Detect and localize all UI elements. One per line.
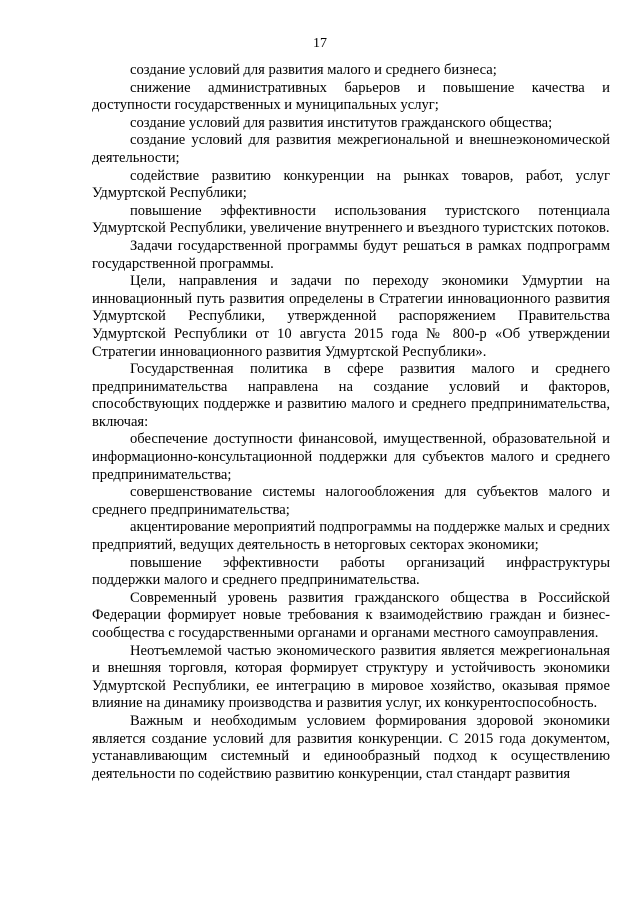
paragraph: совершенствование системы налогообложения для субъектов малого и среднего предпринимательства; bbox=[92, 484, 610, 518]
paragraph: Задачи государственной программы будут решаться в рамках подпрограмм государственной программы. bbox=[92, 237, 610, 272]
paragraph: Цели, направления и задачи по переходу экономики Удмуртии на инновационный путь развития определены в Стратегии инновационного развития Удмуртской Республики, утвержденной распоряжением Правительства Удмуртской Республики от 10 августа 2015 года № 800-р «Об утверждении Стратегии инновационного развития Удмуртской Республики». bbox=[92, 273, 610, 360]
paragraph: повышение эффективности использования туристского потенциала Удмуртской Республики, увеличение внутреннего и въездного туристских потоков. bbox=[92, 202, 610, 237]
paragraph: содействие развитию конкуренции на рынках товаров, работ, услуг Удмуртской Республики; bbox=[92, 167, 610, 202]
paragraph: Неотъемлемой частью экономического развития является межрегиональная и внешняя торговля, которая формирует структуру и устойчивость экономики Удмуртской Республики, ее интеграцию в мировое хозяйство, оказывая прямое влияние на динамику производства и развития услуг, их конкурентоспособность. bbox=[92, 642, 610, 712]
body-text bbox=[92, 62, 610, 783]
paragraph: создание условий для развития малого и среднего бизнеса; bbox=[130, 62, 497, 78]
paragraph: обеспечение доступности финансовой, имущественной, образовательной и информационно-консультационной поддержки для субъектов малого и среднего предпринимательства; bbox=[92, 431, 610, 483]
paragraph: создание условий для развития институтов гражданского общества; bbox=[130, 114, 553, 131]
paragraph: Важным и необходимым условием формирования здоровой экономики является создание условий для развития конкуренции. С 2015 года документом, устанавливающим системный и единообразный подход к осуществлению деятельности по содействию развитию конкуренции, стал стандарт развития bbox=[92, 712, 610, 782]
paragraph: Государственная политика в сфере развития малого и среднего предпринимательства направлена на создание условий и факторов, способствующих поддержке и развитию малого и среднего предпринимательства, включая: bbox=[92, 361, 610, 430]
paragraph: повышение эффективности работы организаций инфраструктуры поддержки малого и среднего предпринимательства. bbox=[92, 554, 610, 589]
paragraph: акцентирование мероприятий подпрограммы на поддержке малых и средних предприятий, ведущих деятельность в неторговых секторах экономики; bbox=[92, 519, 610, 554]
paragraph: Современный уровень развития гражданского общества в Российской Федерации формирует новые требования к взаимодействию граждан и бизнес-сообщества с государственными органами и органами местного самоуправления. bbox=[92, 589, 610, 641]
page-number: 17 bbox=[313, 36, 327, 51]
paragraph: снижение административных барьеров и повышение качества и доступности государственных и муниципальных услуг; bbox=[92, 79, 610, 114]
paragraph: создание условий для развития межрегиональной и внешнеэкономической деятельности; bbox=[92, 132, 610, 166]
